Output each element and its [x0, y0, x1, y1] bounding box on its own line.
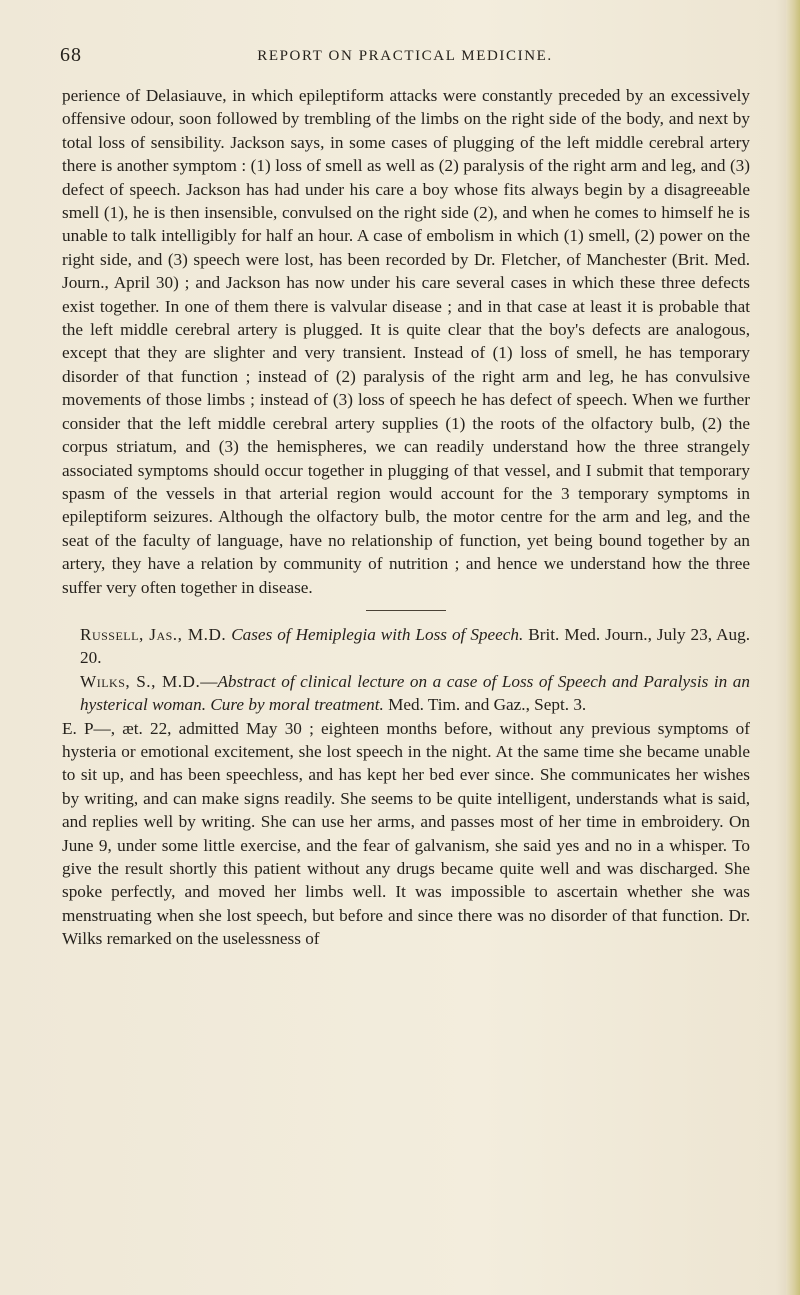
running-head: REPORT ON PRACTICAL MEDICINE. — [257, 48, 553, 64]
reference-title: Cases of Hemiplegia with Loss of Speech. — [231, 624, 524, 644]
reference-author: Wilks, S., M.D. — [80, 671, 201, 691]
page-number: 68 — [60, 44, 82, 66]
reference-source: Brit. Med. Journ., July 23, Aug. 20. — [80, 624, 750, 668]
case-report: E. P—, æt. 22, admitted May 30 ; eighteen months before, without any previous symptoms of hysteria or emotional excitement, she lost speech in the night. At the same time she became unable to sit up, and has been speechless, and has kept her bed ever since. She communicates her wishes by writing, and can make signs readily. She seems to be quite intelligent, understands what is said, and replies well by writing. She can use her arms, and passes most of her time in embroidery. On June 9, under some little exercise, and the fear of galvanism, she said yes and no in a whisper. To give the result shortly this patient without any drugs became quite well and was discharged. She spoke perfectly, and moved her limbs well. It was impossible to ascertain whether she was menstruating when she lost speech, but before and since there was no disorder of that function. Dr. Wilks remarked on the uselessness of — [62, 718, 750, 949]
page-header — [60, 44, 750, 74]
reference-wilks: Wilks, S., M.D.—Abstract of clinical lecture on a case of Loss of Speech and Paralysis in an hysterical woman. Cure by moral treatment. Med. Tim. and Gaz., Sept. 3. — [80, 671, 750, 715]
page-body — [62, 84, 750, 951]
reference-author: Russell, Jas., M.D. — [80, 624, 227, 644]
page-edge — [786, 0, 800, 1295]
reference-source: Med. Tim. and Gaz., Sept. 3. — [388, 695, 587, 715]
paragraph-continuation: perience of Delasiauve, in which epileptiform attacks were constantly preceded by an excessively offensive odour, soon followed by trembling of the limbs on the right side of the body, and next by total loss of sensibility. Jackson says, in some cases of plugging of the left middle cerebral artery there is another symptom : (1) loss of smell as well as (2) paralysis of the right arm and leg, and (3) defect of speech. Jackson has had under his care a boy whose fits always begin by a disagreeable smell (1), he is then insensible, convulsed on the right side (2), and when he comes to himself he is unable to talk intelligibly for half an hour. A case of embolism in which (1) smell, (2) power on the right side, and (3) speech were lost, has been recorded by Dr. Fletcher, of Manchester (Brit. Med. Journ., April 30) ; and Jackson has now under his care several cases in which these three defects exist together. In one of them there is valvular disease ; and in that case at least it is probable that the left middle cerebral artery is plugged. It is quite clear that the boy's defects are analogous, except that they are slighter and very transient. Instead of (1) loss of smell, he has temporary disorder of that function ; instead of (2) paralysis of the right arm and leg, he has convulsive movements of those limbs ; instead of (3) loss of speech he has defect of speech. When we further consider that the left middle cerebral artery supplies (1) the roots of the olfactory bulb, (2) the corpus striatum, and (3) the hemispheres, we can readily understand how the three strangely associated symptoms should occur together in plugging of that vessel, and I submit that temporary spasm of the vessels in that arterial region would account for the 3 temporary symptoms in epileptiform seizures. Although the olfactory bulb, the motor centre for the arm and leg, and the seat of the faculty of language, have no relationship of function, yet being bound together by an artery, they have a relation by community of nutrition ; and hence we understand how the three suffer very often together in disease. — [62, 86, 750, 597]
reference-title: Abstract of clinical lecture on a case of Loss of Speech and Paralysis in an hysterical woman. Cure by moral treatment. — [80, 671, 750, 715]
reference-russell — [62, 623, 750, 670]
section-divider — [366, 610, 446, 611]
